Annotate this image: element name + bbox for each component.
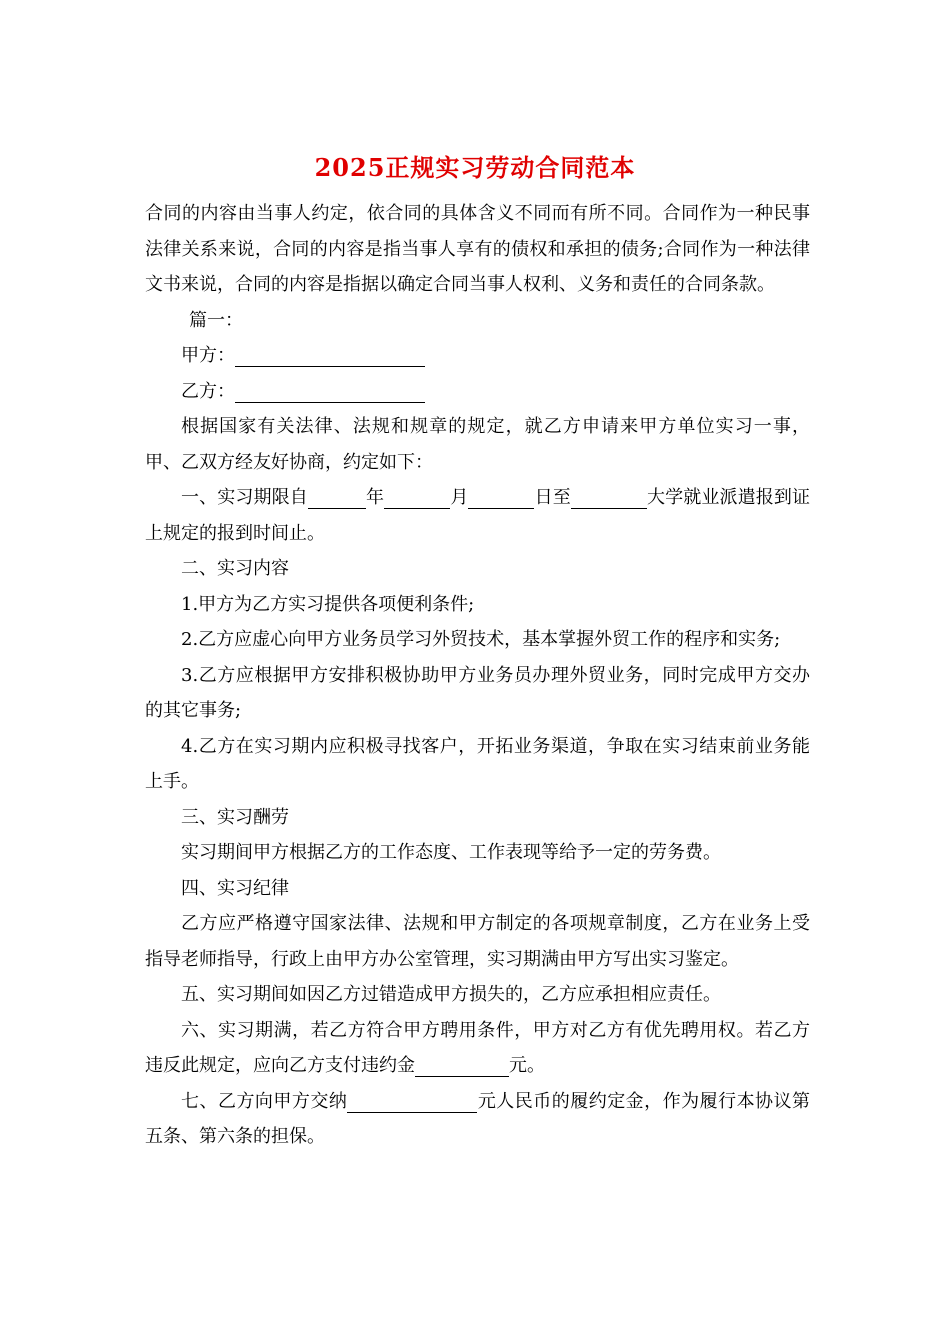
clause-4-heading: 四、实习纪律 (181, 877, 289, 899)
clause-3-text: 实习期间甲方根据乙方的工作态度、工作表现等给予一定的劳务费。 (181, 842, 721, 863)
document-body (145, 196, 810, 1155)
clause-1-month: 月 (450, 487, 469, 508)
deposit-amount-blank[interactable] (347, 1090, 477, 1113)
clause-2-item: 2.乙方应虚心向甲方业务员学习外贸技术，基本掌握外贸工作的程序和实务; (181, 629, 781, 650)
clause-1-suffix: 大学就业派遣报到证上规定的报到时间止。 (145, 487, 811, 544)
clause-1 (145, 480, 810, 551)
clause-6-text: 六、实习期满，若乙方符合甲方聘用条件，甲方对乙方有优先聘用权。若乙方违反此规定，应向乙方支付违约金 (145, 1019, 810, 1076)
start-year-blank[interactable] (308, 486, 366, 509)
clause-1-prefix: 一、实习期限自 (181, 487, 308, 508)
party-b-label: 乙方： (181, 380, 235, 402)
clause-6-suffix: 元。 (509, 1055, 545, 1076)
clause-4-text: 乙方应严格遵守国家法律、法规和甲方制定的各项规章制度，乙方在业务上受指导老师指导，行政上由甲方办公室管理，实习期满由甲方写出实习鉴定。 (145, 913, 810, 970)
document-title: 2025正规实习劳动合同范本 (314, 153, 636, 182)
party-b-blank[interactable] (235, 380, 425, 403)
preamble-paragraph: 根据国家有关法律、法规和规章的规定，就乙方申请来甲方单位实习一事，甲、乙双方经友好协商，约定如下： (145, 416, 810, 473)
section-label: 篇一： (189, 309, 243, 331)
clause-2-heading: 二、实习内容 (181, 558, 289, 579)
party-a-label: 甲方： (181, 345, 235, 366)
clause-6 (145, 1013, 810, 1084)
clause-7-prefix: 七、乙方向甲方交纳 (181, 1090, 348, 1112)
university-blank[interactable] (571, 486, 647, 509)
clause-1-day-to: 日至 (534, 487, 571, 508)
party-a-line (145, 338, 810, 374)
clause-1-year: 年 (365, 487, 385, 508)
party-a-blank[interactable] (235, 344, 425, 367)
clause-2-item: 4.乙方在实习期内应积极寻找客户，开拓业务渠道，争取在实习结束前业务能上手。 (145, 735, 810, 792)
clause-2-item: 1.甲方为乙方实习提供各项便利条件; (181, 593, 475, 615)
clause-3-heading: 三、实习酬劳 (181, 806, 289, 828)
clause-5: 五、实习期间如因乙方过错造成甲方损失的，乙方应承担相应责任。 (181, 984, 721, 1005)
clause-2-item: 3.乙方应根据甲方安排积极协助甲方业务员办理外贸业务，同时完成甲方交办的其它事务; (145, 664, 810, 721)
party-b-line (145, 374, 810, 410)
penalty-amount-blank[interactable] (415, 1054, 509, 1077)
clause-7-suffix: 元人民币的履约定金，作为履行本协议第五条、第六条的担保。 (145, 1090, 811, 1147)
start-month-blank[interactable] (384, 486, 450, 509)
start-day-blank[interactable] (468, 486, 534, 509)
clause-7 (145, 1084, 810, 1155)
intro-paragraph: 合同的内容由当事人约定，依合同的具体含义不同而有所不同。合同作为一种民事法律关系来说，合同的内容是指当事人享有的债权和承担的债务;合同作为一种法律文书来说，合同的内容是指据以确定合同当事人权利、义务和责任的合同条款。 (145, 203, 810, 295)
